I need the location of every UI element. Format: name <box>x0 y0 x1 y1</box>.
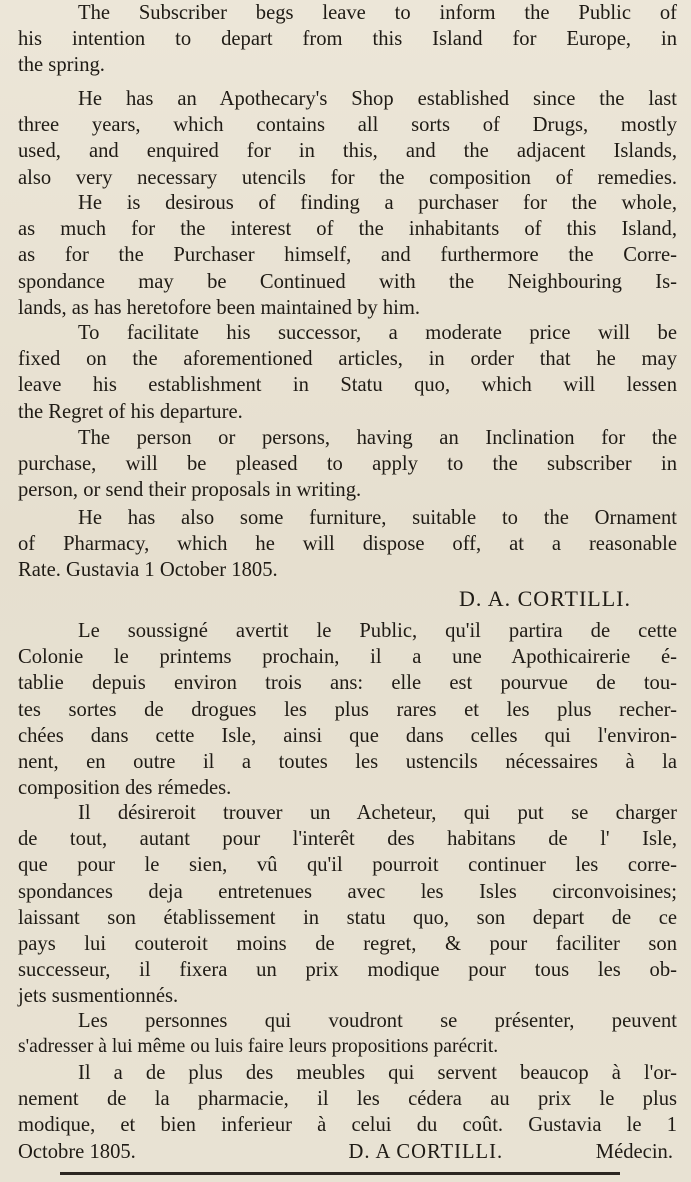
text-line: the Regret of his departure. <box>18 400 243 423</box>
text-line: To facilitate his successor, a moderate price will be <box>78 322 677 344</box>
text-line: as much for the interest of the inhabitants of this Island, <box>18 218 677 241</box>
text-line: lands, as has heretofore been maintained by him. <box>18 296 421 319</box>
text-line: the spring. <box>18 54 105 77</box>
text-line: Le soussigné avertit le Public, qu'il partira de cette <box>78 620 677 642</box>
text-line: pays lui couteroit moins de regret, & pour faciliter son <box>18 933 677 956</box>
text-line: Rate. Gustavia 1 October 1805. <box>18 559 278 582</box>
signature-name: D. A CORTILLI. <box>348 1141 504 1163</box>
english-paragraph-3 <box>18 190 677 321</box>
text-line: tes sortes de drogues les plus rares et les plus recher- <box>18 698 677 721</box>
english-paragraph-4 <box>18 320 677 425</box>
text-line: spondances deja entretenues avec les Isles circonvoisines; <box>18 880 677 903</box>
text-line: leave his establishment in Statu quo, which will lessen <box>18 374 677 397</box>
text-line: laissant son établissement in statu quo, son depart de ce <box>18 906 677 929</box>
text-line: nent, en outre il a toutes les ustencils nécessaires à la <box>18 751 677 774</box>
french-signature-line <box>18 1139 673 1165</box>
text-line: Il désireroit trouver un Acheteur, qui put se charger <box>78 802 677 824</box>
text-line: Colonie le printems prochain, il a une Apothicairerie é- <box>18 646 677 669</box>
text-line: The Subscriber begs leave to inform the Public of <box>78 2 677 24</box>
text-line: jets susmentionnés. <box>18 985 179 1008</box>
english-paragraph-6 <box>18 505 677 584</box>
text-line: modique, et bien inferieur à celui du coût. Gustavia le 1 <box>18 1114 677 1137</box>
text-line: person, or send their proposals in writing. <box>18 479 362 502</box>
text-line: Les personnes qui voudront se présenter, peuvent <box>78 1010 677 1032</box>
text-line: tablie depuis environ trois ans: elle est pourvue de tou- <box>18 672 677 695</box>
french-paragraph-3 <box>18 1008 677 1060</box>
french-paragraph-1 <box>18 618 677 801</box>
text-line: also very necessary utencils for the composition of remedies. <box>18 166 677 189</box>
divider-rule <box>60 1172 620 1175</box>
text-line: his intention to depart from this Island for Europe, in <box>18 28 677 51</box>
text-line: of Pharmacy, which he will dispose off, at a reasonable <box>18 533 677 556</box>
text-line: used, and enquired for in this, and the adjacent Islands, <box>18 140 677 163</box>
text-line: de tout, autant pour l'interêt des habitans de l' Isle, <box>18 828 677 851</box>
english-paragraph-2 <box>18 86 677 191</box>
signature-title: Médecin. <box>595 1141 673 1163</box>
text-line: s'adresser à lui même ou luis faire leurs propositions parécrit. <box>18 1036 499 1058</box>
french-paragraph-2 <box>18 800 677 1010</box>
text-line: spondance may be Continued with the Neighbouring Is- <box>18 270 677 293</box>
text-line: fixed on the aforementioned articles, in order that he may <box>18 348 677 371</box>
english-paragraph-1 <box>18 0 677 79</box>
text-line: nement de la pharmacie, il les cédera au prix le plus <box>18 1088 677 1111</box>
english-paragraph-5 <box>18 425 677 504</box>
text-line: The person or persons, having an Inclination for the <box>78 427 677 449</box>
english-signature: D. A. CORTILLI. <box>459 586 631 611</box>
text-line: purchase, will be pleased to apply to the subscriber in <box>18 453 677 476</box>
text-line: He is desirous of finding a purchaser for the whole, <box>78 192 677 214</box>
french-paragraph-4 <box>18 1060 677 1139</box>
text-line: que pour le sien, vû qu'il pourroit continuer les corre- <box>18 854 677 877</box>
text-line: successeur, il fixera un prix modique pour tous les ob- <box>18 959 677 982</box>
text-line: as for the Purchaser himself, and furthermore the Corre- <box>18 244 677 267</box>
text-line: Il a de plus des meubles qui servent beaucop à l'or- <box>78 1062 677 1084</box>
text-line: He has also some furniture, suitable to the Ornament <box>78 507 677 529</box>
text-line: composition des rémedes. <box>18 777 232 800</box>
text-line: He has an Apothecary's Shop established since the last <box>78 88 677 110</box>
text-line: three years, which contains all sorts of Drugs, mostly <box>18 114 677 137</box>
closing-date: Octobre 1805. <box>18 1141 136 1163</box>
text-line: chées dans cette Isle, ainsi que dans celles qui l'environ- <box>18 724 677 747</box>
